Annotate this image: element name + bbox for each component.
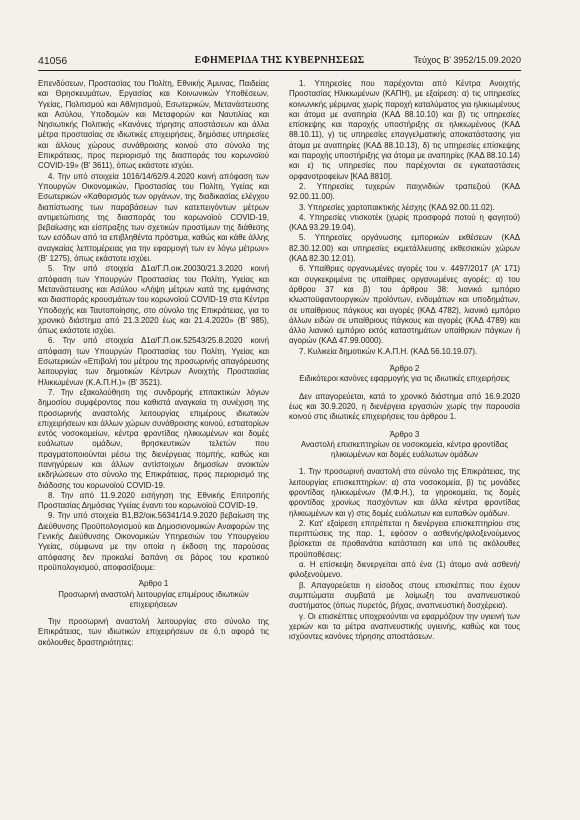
paragraph-5: 5. Την υπό στοιχεία Δ1α/Γ.Π.οικ.20030/21.3.2020 κοινή απόφαση των Υπουργών Προστασίας του Πολίτη, Υγείας και Μετανάστευσης και Ασύλου «Λήψη μέτρων κατά της εμφάνισης και διασποράς κρουσμάτων του κορωνοϊού COVID-19 στα Κέντρα Υποδοχής και Ταυτοποίησης, στο σύνολο της Επικράτειας, για το χρονικό διάστημα από 21.3.2020 έως και 21.4.2020» (B' 985), όπως εκάστοτε ισχύει. — [38, 264, 269, 336]
item-7: 7. Κυλικεία δημοτικών Κ.Α.Π.Η. (ΚΑΔ 56.10.19.07). — [299, 346, 478, 356]
article-3-subtitle: Αναστολή επισκεπτηρίων σε νοσοκομεία, κέντρα φροντίδας ηλικιωμένων και δομές ευάλωτων ομάδων — [300, 439, 509, 460]
item-3: 3. Υπηρεσίες χαρτοπαικτικής λέσχης (ΚΑΔ 92.00.11.02). — [299, 202, 495, 212]
paragraph-continued: Επενδύσεων, Προστασίας του Πολίτη, Εθνικής Άμυνας, Παιδείας και Θρησκευμάτων, Εργασίας και Κοινωνικών Υποθέσεων, Υγείας, Πολιτισμού και Αθλητισμού, Εσωτερικών, Μετανάστευσης και Ασύλου, Υποδομών και Μεταφορών και Ναυτιλίας και Νησιωτικής Πολιτικής «Κανόνες τήρησης αποστάσεων και άλλα μέτρα προστασίας σε ιδιωτικές επιχειρήσεις, δημόσιες υπηρεσίες και άλλους χώρους συνάθροισης κοινού στο σύνολο της Επικράτειας, προς περιορισμό της διασποράς του κορωνοϊού COVID-19» (B' 3611), όπως εκάστοτε ισχύει. — [38, 79, 269, 171]
issue-number: Τεύχος B' 3952/15.09.2020 — [413, 55, 521, 65]
item-5: 5. Υπηρεσίες οργάνωσης εμπορικών εκθέσεων (ΚΑΔ 82.30.12.00) και υπηρεσίες εκμετάλλευσης εκθεσιακών χώρων (ΚΑΔ 82.30.12.01). — [289, 233, 520, 264]
article-2-text: Δεν απαγορεύεται, κατά το χρονικό διάστημα από 16.9.2020 έως και 30.9.2020, η διενέργεια εργασιών χωρίς την παρουσία κοινού στις ιδιωτικές επιχειρήσεις του άρθρου 1. — [289, 391, 520, 422]
paragraph-8: 8. Την από 11.9.2020 εισήγηση της Εθνικής Επιτροπής Προστασίας Δημόσιας Υγείας έναντι του κορωνοϊού COVID-19. — [38, 490, 269, 511]
item-1: 1. Υπηρεσίες που παρέχονται από Κέντρα Ανοιχτής Προστασίας Ηλικιωμένων (ΚΑΠΗ), με εξαίρεση: α) τις υπηρεσίες κοινωνικής μέριμνας χωρίς παροχή καταλύματος για ηλικιωμένους και άτομα με αναπηρία (ΚΑΔ 88.10.10) και β) τις υπηρεσίες επίσκεψης και παροχής υποστήριξης σε ηλικιωμένους (ΚΑΔ 88.10.11), γ) τις υπηρεσίες επαγγελματικής αποκατάστασης για άτομα με αναπηρίες (ΚΑΔ 88.10.13), δ) τις υπηρεσίες επίσκεψης και παροχής υποστήριξης για άτομα με αναπηρίες (ΚΑΔ 88.10.14) και ε) τις υπηρεσίες που παρέχονται σε εγκαταστάσεις ορφανοτροφείων [ΚΑΔ 8810]. — [289, 79, 520, 181]
left-column — [38, 79, 269, 648]
article-1-heading: Άρθρο 1 — [138, 579, 169, 589]
article-3-item-a: α. Η επίσκεψη διενεργείται από ένα (1) άτομο ανά ασθενή/φιλοξενούμενο. — [289, 560, 520, 580]
article-1-subtitle: Προσωρινή αναστολή λειτουργίας επιμέρους ιδιωτικών επιχειρήσεων — [58, 589, 249, 609]
article-1-text: Την προσωρινή αναστολή λειτουργίας στο σύνολο της Επικράτειας, των ιδιωτικών επιχειρήσεων σε ό,τι αφορά τις ακόλουθες δραστηριότητες: — [38, 617, 269, 647]
page-number: 41056 — [38, 55, 68, 67]
item-6: 6. Υπαίθριες οργανωμένες αγορές του ν. 4497/2017 (Α' 171) και συγκεκριμένα τις υπαίθριες οργανωμένες αγορές: α) του άρθρου 37 και β) του άρθρου 38: λιανικό εμπόριο κλωστοϋφαντουργικών προϊόντων, ενδυμάτων και υποδημάτων, σε υπαίθριους πάγκους και αγορές (ΚΑΔ 4782), λιανικό εμπόριο άλλων ειδών σε υπαίθριους πάγκους και αγορές (ΚΑΔ 4789) και άλλο λιανικό εμπόριο εκτός καταστημάτων υπαίθριων πάγκων ή αγορών (ΚΑΔ 47.99.0000). — [289, 264, 520, 346]
gazette-title: ΕΦΗΜΕΡΙΔΑ ΤΗΣ ΚΥΒΕΡΝΗΣΕΩΣ — [194, 55, 365, 66]
article-3-paragraph-2: 2. Κατ' εξαίρεση επιτρέπεται η διενέργεια επισκεπτηρίου στις περιπτώσεις της παρ. 1, εφόσον ο ασθενής/φιλοξενούμενος βρίσκεται σε προθανάτια κατάσταση και υπό τις ακόλουθες προϋποθέσεις: — [289, 518, 520, 559]
article-3-paragraph-1: 1. Την προσωρινή αναστολή στο σύνολο της Επικράτειας, της λειτουργίας επισκεπτηρίων: α) στα νοσοκομεία, β) τις μονάδες φροντίδας ηλικιωμένων (Μ.Φ.Η.), τα γηροκομεία, τις δομές φροντίδας χρονίως πασχόντων και άλλα κέντρα φροντίδας ηλικιωμένων και γ) στις δομές ευάλωτων και ευπαθών ομάδων. — [289, 467, 520, 518]
article-2-subtitle: Ειδικότεροι κανόνες εφαρμογής για τις ιδιωτικές επιχειρήσεις — [299, 374, 510, 384]
paragraph-6: 6. Την υπό στοιχεία Δ1α/Γ.Π.οικ.52543/25.8.2020 κοινή απόφαση των Υπουργών Προστασίας του Πολίτη, Υγείας και Εσωτερικών «Επιβολή του μέτρου της προσωρινής απαγόρευσης λειτουργίας των δημοτικών Κέντρων Ανοιχτής Προστασίας Ηλικιωμένων (Κ.Α.Π.Η.)» (B' 3521). — [38, 336, 269, 387]
paragraph-9: 9. Την υπό στοιχεία Β1,Β2/οικ.56341/14.9.2020 βεβαίωση της Διεύθυνσης Προϋπολογισμού και Δημοσιονομικών Αναφορών της Γενικής Διεύθυνσης Οικονομικών Υπηρεσιών του Υπουργείου Υγείας, σύμφωνα με την οποία η έκδοση της παρούσας απόφασης δεν προκαλεί δαπάνη σε βάρος του κρατικού προϋπολογισμού, αποφασίζουμε: — [38, 511, 269, 572]
article-3-heading: Άρθρο 3 — [389, 429, 420, 439]
header-rule — [38, 70, 521, 71]
paragraph-7: 7. Την εξακολούθηση της συνδρομής επιτακτικών λόγων δημοσίου συμφέροντος που καθιστά αναγκαία τη συνέχιση της προσωρινής αναστολής λειτουργίας επιμέρους ιδιωτικών επιχειρήσεων και άλλων χώρων συνάθροισης κοινού, εστιατορίων εντός νοσοκομείων, κέντρα φροντίδας ηλικιωμένων και δομές ευάλωτων ομάδων, θρησκευτικών τελετών που πραγματοποιούνται μέσω της διενέργειας πομπής, καθώς και πανηγύρεων και άλλων αντίστοιχων δημοσίων ανοικτών εκδηλώσεων στο σύνολο της Επικράτειας, προς περιορισμό της διάδοσης του κορωνοϊού COVID-19. — [38, 387, 269, 490]
item-2: 2. Υπηρεσίες τυχερών παιχνιδιών τραπεζιού (ΚΑΔ 92.00.11.00). — [289, 181, 520, 202]
right-column — [289, 79, 520, 642]
item-4: 4. Υπηρεσίες ντισκοτέκ (χωρίς προσφορά ποτού η φαγητού) (ΚΑΔ 93.29.19.04). — [289, 212, 520, 233]
page-header — [38, 55, 521, 71]
article-3-item-b: β. Απαγορεύεται η είσοδος στους επισκέπτες που έχουν συμπτώματα συμβατά με λοίμωξη του αναπνευστικού συστήματος (όπως πυρετός, βήχας, αναπνευστική δυσχέρεια). — [289, 580, 520, 611]
article-2-heading: Άρθρο 2 — [389, 364, 420, 374]
paragraph-4: 4. Την υπό στοιχεία 1016/14/62/9.4.2020 κοινή απόφαση των Υπουργών Οικονομικών, Προστασίας του Πολίτη, Υγείας και Εσωτερικών «Καθορισμός των οργάνων, της διαδικασίας ελέγχου διαπίστωσης των παραβάσεων των κατεπειγόντων μέτρων αντιμετώπισης της διασποράς του κορωνοϊού COVID-19, βεβαίωσης και είσπραξης των σχετικών προστίμων της διάθεσης των εσόδων από τα επιβληθέντα πρόστιμα, καθώς και κάθε άλλης αναγκαίας λεπτομέρειας για την εφαρμογή των εν λόγω μέτρων» (B' 1275), όπως εκάστοτε ισχύει. — [38, 171, 269, 264]
article-3-item-c: γ. Οι επισκέπτες υποχρεούνται να εφαρμόζουν την υγιεινή των χεριών και τα μέτρα αναπνευστικής υγιεινής, καθώς και τους ισχύοντες κανόνες τήρησης αποστάσεων. — [289, 611, 520, 642]
